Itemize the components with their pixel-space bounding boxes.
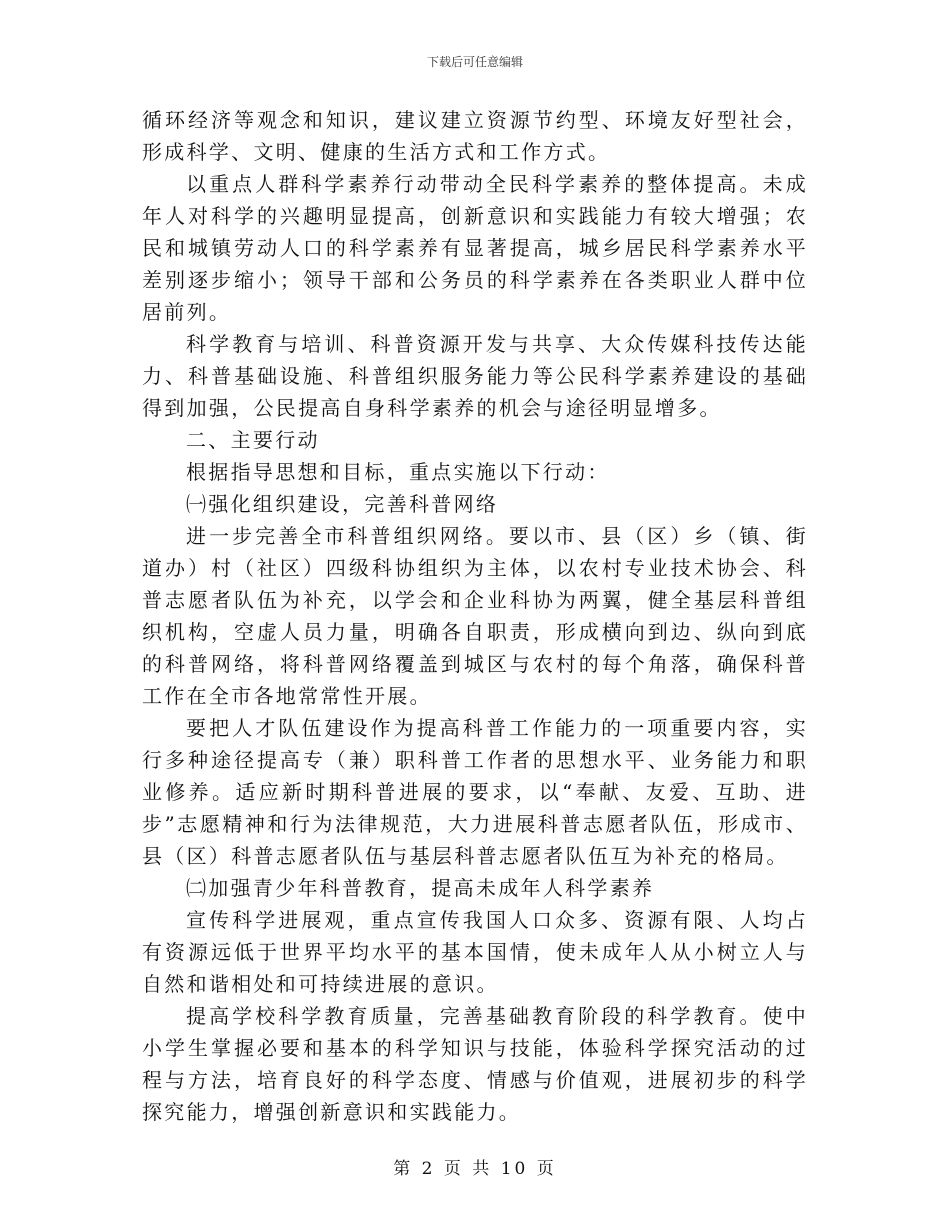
subsection-heading: ㈡加强青少年科普教育，提高未成年人科学素养 <box>186 876 655 900</box>
page-number: 第 2 页 共 10 页 <box>393 1159 557 1179</box>
paragraph: 进一步完善全市科普组织网络。要以市、县（区）乡（镇、街道办）村（社区）四级科协组织为主体，以农村专业技术协会、科普志愿者队伍为补充，以学会和企业科协为两翼，健全基层科普组织机构，空虚人员力量，明确各自职责，形成横向到边、纵向到底的科普网络，将科普网络覆盖到城区与农村的每个角落，确保科普工作在全市各地常常性开展。 <box>142 524 808 708</box>
paragraph: 以重点人群科学素养行动带动全民科学素养的整体提高。未成年人对科学的兴趣明显提高，创新意识和实践能力有较大增强；农民和城镇劳动人口的科学素养有显著提高，城乡居民科学素养水平差别逐步缩小；领导干部和公务员的科学素养在各类职业人群中位居前列。 <box>142 172 808 324</box>
paragraph: 提高学校科学教育质量，完善基础教育阶段的科学教育。使中小学生掌握必要和基本的科学知识与技能，体验科学探究活动的过程与方法，培育良好的科学态度、情感与价值观，进展初步的科学探究能力，增强创新意识和实践能力。 <box>142 1004 808 1124</box>
paragraph: 科学教育与培训、科普资源开发与共享、大众传媒科技传达能力、科普基础设施、科普组织服务能力等公民科学素养建设的基础得到加强，公民提高自身科学素养的机会与途径明显增多。 <box>142 332 808 420</box>
document-body <box>142 104 808 1128</box>
paragraph: 循环经济等观念和知识，建议建立资源节约型、环境友好型社会，形成科学、文明、健康的生活方式和工作方式。 <box>142 108 808 164</box>
subsection-heading: ㈠强化组织建设，完善科普网络 <box>186 492 499 516</box>
paragraph: 根据指导思想和目标，重点实施以下行动： <box>186 460 610 484</box>
section-heading: 二、主要行动 <box>186 428 320 452</box>
paragraph: 宣传科学进展观，重点宣传我国人口众多、资源有限、人均占有资源远低于世界平均水平的基本国情，使未成年人从小树立人与自然和谐相处和可持续进展的意识。 <box>142 908 808 996</box>
paragraph: 要把人才队伍建设作为提高科普工作能力的一项重要内容，实行多种途径提高专（兼）职科普工作者的思想水平、业务能力和职业修养。适应新时期科普进展的要求，以“奉献、友爱、互助、进步”志愿精神和行为法律规范，大力进展科普志愿者队伍，形成市、县（区）科普志愿者队伍与基层科普志愿者队伍互为补充的格局。 <box>142 716 808 868</box>
page-header: 下载后可任意编辑 <box>426 55 523 69</box>
